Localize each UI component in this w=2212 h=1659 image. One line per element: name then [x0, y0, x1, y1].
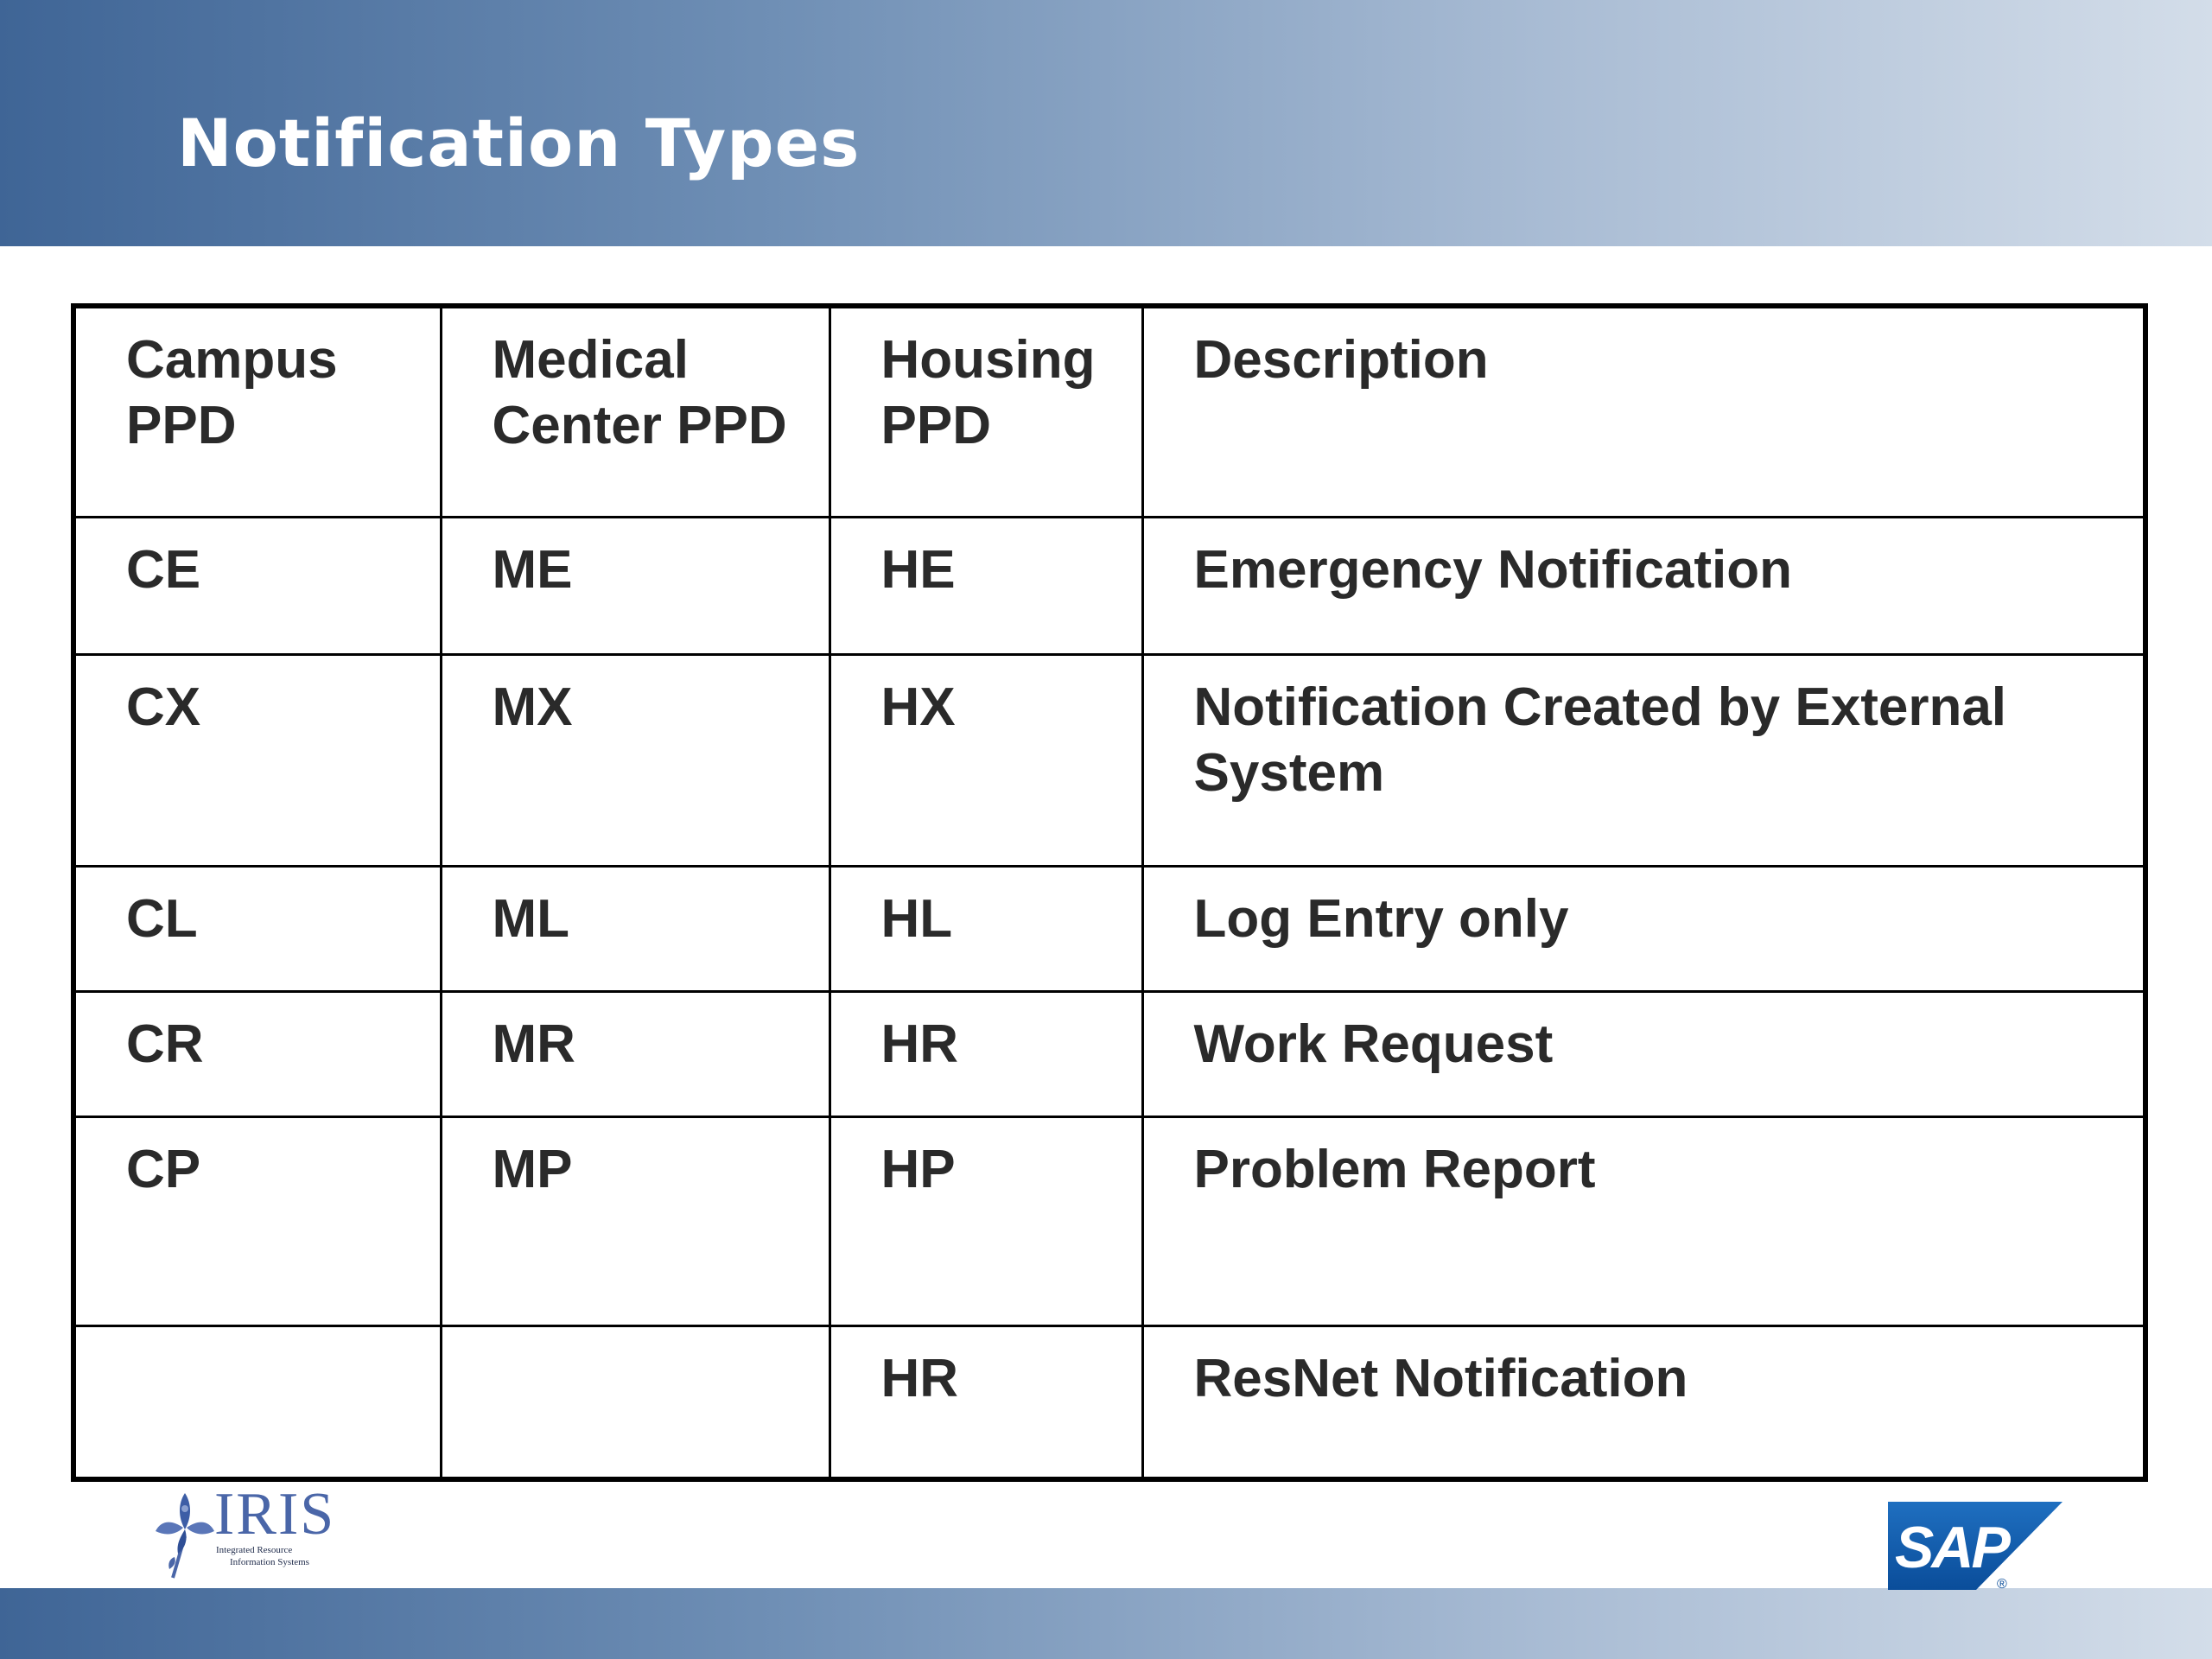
header-label: Description	[1193, 330, 1489, 390]
footer-band	[0, 1588, 2212, 1659]
iris-subtitle-line1: Integrated Resource	[216, 1545, 293, 1555]
table-row	[73, 866, 2145, 991]
iris-wordmark: IRIS	[214, 1481, 336, 1548]
header-label: Medical Center PPD	[492, 330, 787, 455]
cell-campus-code	[73, 1325, 441, 1479]
table-row	[73, 517, 2145, 654]
cell-medical-code: MR	[441, 991, 830, 1116]
table-row	[73, 991, 2145, 1116]
header-label: Housing PPD	[880, 330, 1096, 455]
cell-housing-code: HP	[830, 1116, 1142, 1325]
cell-medical-code: MX	[441, 654, 830, 866]
table-header-row	[73, 306, 2145, 517]
cell-housing-code: HE	[830, 517, 1142, 654]
table-row	[73, 1116, 2145, 1325]
header-medical-center-ppd	[441, 306, 830, 517]
table-row	[73, 1325, 2145, 1479]
iris-subtitle-line2: Information Systems	[230, 1557, 309, 1567]
table-row	[73, 654, 2145, 866]
cell-campus-code: CX	[73, 654, 441, 866]
header-description	[1142, 306, 2145, 517]
cell-description: Work Request	[1142, 991, 2145, 1116]
header-campus-ppd	[73, 306, 441, 517]
sap-registered-mark: ®	[1997, 1577, 2007, 1590]
cell-campus-code: CR	[73, 991, 441, 1116]
cell-housing-code: HL	[830, 866, 1142, 991]
cell-campus-code: CP	[73, 1116, 441, 1325]
sap-logo	[1888, 1502, 2063, 1590]
cell-campus-code: CL	[73, 866, 441, 991]
cell-description: Log Entry only	[1142, 866, 2145, 991]
cell-housing-code: HR	[830, 991, 1142, 1116]
cell-campus-code: CE	[73, 517, 441, 654]
header-housing-ppd	[830, 306, 1142, 517]
cell-description: Notification Created by External System	[1142, 654, 2145, 866]
sap-logo-mark-icon	[1888, 1502, 2063, 1590]
cell-housing-code: HX	[830, 654, 1142, 866]
header-label: Campus PPD	[126, 330, 338, 455]
cell-medical-code: MP	[441, 1116, 830, 1325]
cell-medical-code: ML	[441, 866, 830, 991]
notification-types-table	[71, 303, 2148, 1482]
iris-logo	[154, 1481, 344, 1580]
cell-description: Emergency Notification	[1142, 517, 2145, 654]
notification-types-table-wrap	[71, 303, 2148, 1482]
cell-housing-code: HR	[830, 1325, 1142, 1479]
sap-wordmark: SAP	[1895, 1515, 2008, 1580]
cell-medical-code	[441, 1325, 830, 1479]
cell-description: Problem Report	[1142, 1116, 2145, 1325]
slide-title: Notification Types	[177, 105, 861, 181]
iris-flower-icon	[154, 1484, 216, 1580]
cell-medical-code: ME	[441, 517, 830, 654]
cell-description: ResNet Notification	[1142, 1325, 2145, 1479]
